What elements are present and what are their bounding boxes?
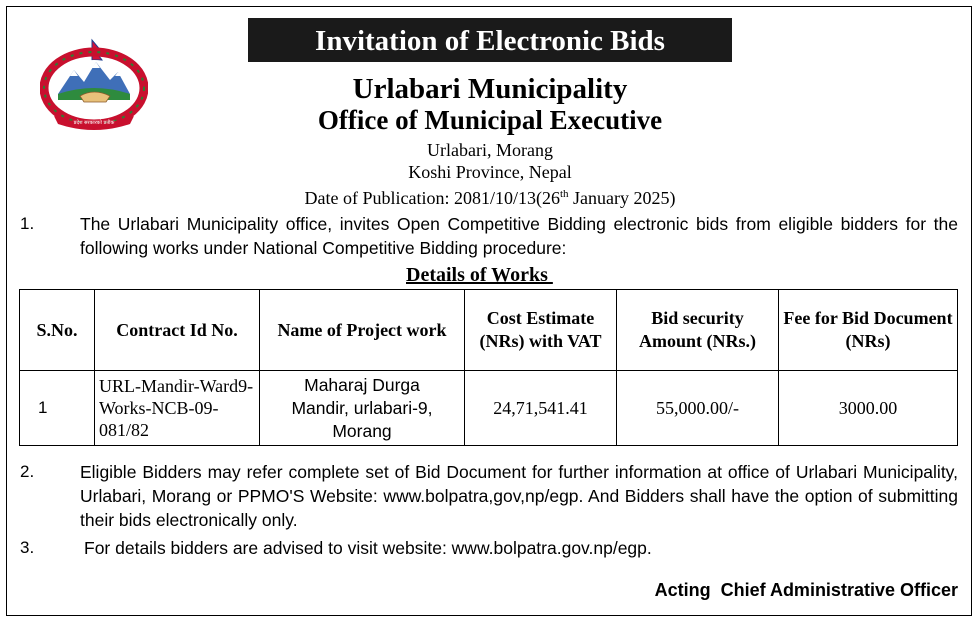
section-3-text: For details bidders are advised to visit website: www.bolpatra.gov.np/egp. <box>84 538 652 558</box>
municipality-name: Urlabari Municipality <box>352 73 628 105</box>
header-cost-estimate: Cost Estimate (NRs) with VAT <box>465 290 617 371</box>
office-name: Office of Municipal Executive <box>317 105 663 135</box>
section-1-text: The Urlabari Municipality office, invites Open Competitive Bidding electronic bids from eligible bidders for the following works under National Competitive Bidding procedure: <box>80 214 958 258</box>
section-1-number: 1. <box>20 214 35 233</box>
section-3-number: 3. <box>20 538 35 557</box>
table-row <box>20 371 958 446</box>
table-header-row <box>20 290 958 371</box>
emblem-motto: प्रदेश सरकारको प्रतीक <box>73 120 115 126</box>
address-line-1: Urlabari, Morang <box>427 140 553 160</box>
header-project-name: Name of Project work <box>260 290 465 371</box>
section-2-number: 2. <box>20 462 35 481</box>
section-2-text: Eligible Bidders may refer complete set of Bid Document for further information at office of Urlabari Municipality, Urlabari, Morang or PPMO'S Website: www.bolpatra,gov,np/egp. And Bidders shall have the option of submitting their bids electronically only. <box>80 462 958 530</box>
works-table <box>19 289 958 446</box>
publication-sup: th <box>559 188 569 200</box>
publication-suffix: January 2025) <box>568 188 676 208</box>
header-bid-fee: Fee for Bid Document (NRs) <box>779 290 958 371</box>
banner-title: Invitation of Electronic Bids <box>248 18 732 62</box>
signature-title: Acting Chief Administrative Officer <box>654 580 958 600</box>
cell-bid-fee: 3000.00 <box>779 371 958 446</box>
cell-project-name: Maharaj Durga Mandir, urlabari-9, Morang <box>260 371 465 446</box>
cell-sno: 1 <box>20 371 95 446</box>
cell-bid-security: 55,000.00/- <box>617 371 779 446</box>
publication-date <box>0 183 980 209</box>
publication-prefix: Date of Publication: 2081/10/13(26 <box>304 188 560 208</box>
address-line-2: Koshi Province, Nepal <box>408 162 572 182</box>
cell-contract-id: URL-Mandir-Ward9-Works-NCB-09-081/82 <box>95 371 260 446</box>
header-bid-security: Bid security Amount (NRs.) <box>617 290 779 371</box>
cell-cost-estimate: 24,71,541.41 <box>465 371 617 446</box>
details-of-works-title: Details of Works <box>406 264 553 286</box>
header-sno: S.No. <box>20 290 95 371</box>
header-contract-id: Contract Id No. <box>95 290 260 371</box>
